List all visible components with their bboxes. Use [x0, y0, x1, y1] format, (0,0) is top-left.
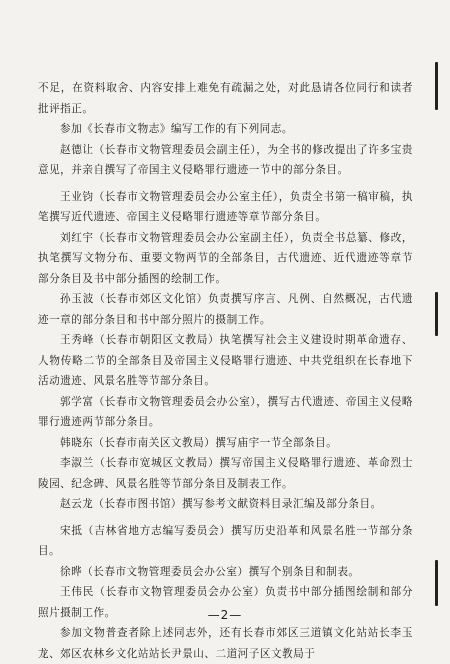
paragraph-contributor-li-shulan: 李淑兰（长春市宽城区文教局）撰写帝国主义侵略罪行遗迹、革命烈士陵园、纪念碑、风景名胜等节部分条目及制表工作。	[38, 457, 413, 490]
body-text	[38, 78, 413, 664]
paragraph-survey-participants: 参加文物普查者除上述同志外，还有长春市郊区三道镇文化站站长李玉龙、郊区农林乡文化站站长尹景山、二道河子区文教局于	[38, 627, 413, 660]
paragraph-contributor-liu-hongyu: 刘红宇（长春市文物管理委员会办公室副主任），负责全书总纂、修改，执笔撰写文物分布、重要文物两节的全部条目，古代遗迹、近代遗迹等章节部分条目及书中部分插图的绘制工作。	[38, 231, 413, 285]
paragraph-contributor-zhao-derang: 赵德让（长春市文物管理委员会副主任），为全书的修改提出了许多宝贵意见，并亲自撰写了帝国主义侵略罪行遗迹一节中的部分条目。	[38, 143, 413, 176]
paragraph-contributor-wang-yejun: 王业钧（长春市文物管理委员会办公室主任），负责全书第一稿审稿，执笔撰写近代遗迹、帝国主义侵略罪行遗迹等章节部分条目。	[38, 190, 413, 223]
binding-marks	[430, 40, 444, 640]
paragraph-contributor-han-xiaodong: 韩晓东（长春市南关区文教局）撰写庙宇一节全部条目。	[60, 436, 338, 449]
binding-mark	[435, 560, 438, 606]
paragraph-contributor-song-di: 宋抵（吉林省地方志编写委员会）撰写历史沿革和风景名胜一节部分条目。	[38, 524, 413, 557]
paragraph-continuation: 不足，在资料取舍、内容安排上难免有疏漏之处，对此恳请各位同行和读者批评指正。	[38, 82, 413, 115]
paragraph-contributors-intro: 参加《长春市文物志》编写工作的有下列同志。	[60, 123, 293, 135]
page-number: —2—	[207, 608, 243, 622]
binding-mark	[435, 292, 438, 336]
paragraph-contributor-xu-ye: 徐晔（长春市文物管理委员会办公室）撰写个别条目和制表。	[60, 565, 360, 578]
paragraph-contributor-wang-weimin: 王伟民（长春市文物管理委员会办公室）负责书中部分插图绘制和部分照片摄制工作。	[38, 586, 413, 619]
paragraph-contributor-guo-xuefu: 郭学富（长春市文物管理委员会办公室），撰写古代遗迹、帝国主义侵略罪行遗迹两节部分条目。	[38, 395, 413, 428]
paragraph-contributor-wang-xiufeng: 王秀峰（长春市朝阳区文教局）执笔撰写社会主义建设时期革命遗存、人物传略二节的全部条目及帝国主义侵略罪行遗迹、中共党组织在长春地下活动遗迹、风景名胜等节部分条目。	[38, 334, 413, 387]
paragraph-contributor-zhao-yunlong: 赵云龙（长春市图书馆）撰写参考文献资料目录汇编及部分条目。	[60, 498, 382, 510]
paragraph-contributor-sun-yubo: 孙玉波（长春市郊区文化馆）负责撰写序言、凡例、自然概况，古代遗迹一章的部分条目和书中部分照片的摄制工作。	[38, 293, 413, 326]
binding-mark	[435, 62, 438, 110]
